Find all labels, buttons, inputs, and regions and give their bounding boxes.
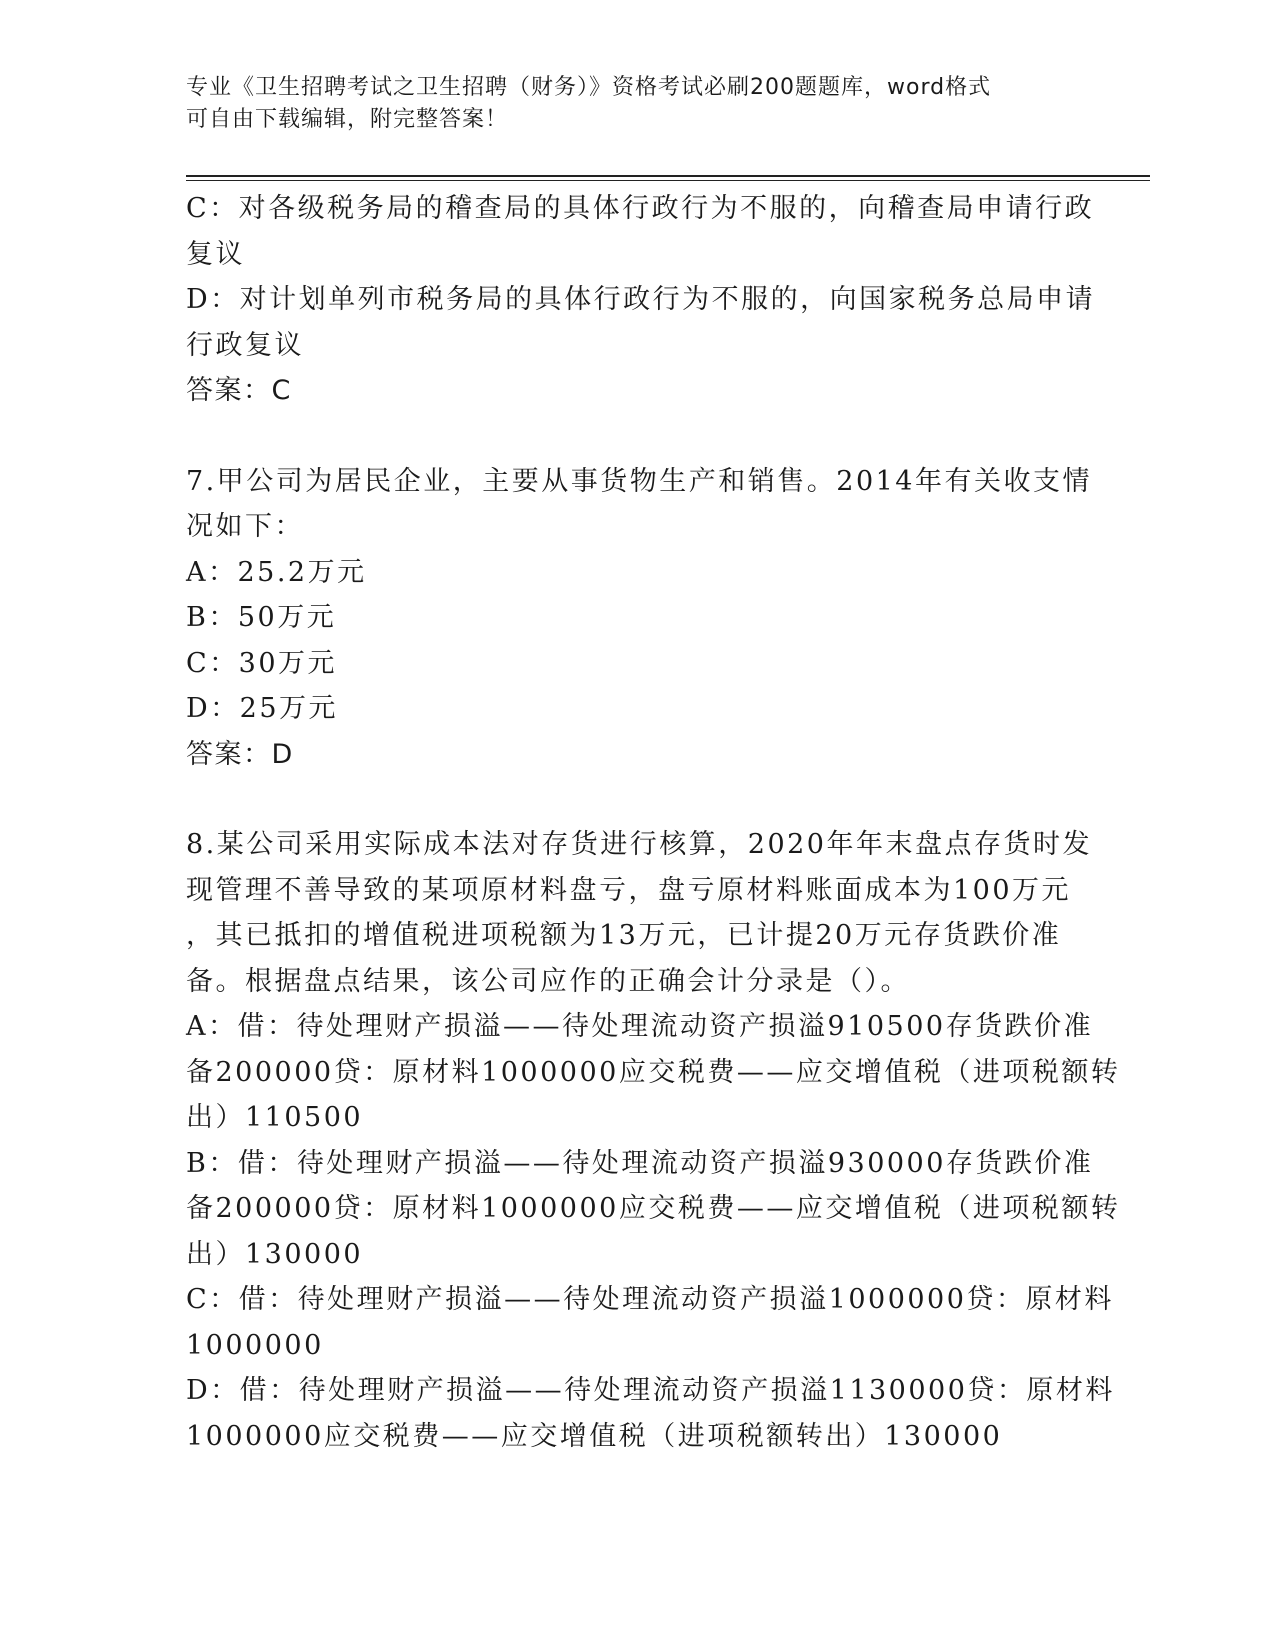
answer-line: 答案：D <box>186 738 294 770</box>
option-c-line-2: 1000000 <box>186 1329 324 1361</box>
spacer <box>186 414 1066 459</box>
option-a-line-3: 出）110500 <box>186 1102 364 1133</box>
question-stem-line-1: 8.某公司采用实际成本法对存货进行核算，2020年年末盘点存货时发 <box>186 829 1092 860</box>
option-b-line-2: 备200000贷：原材料1000000应交税费——应交增值税（进项税额转 <box>186 1193 1121 1224</box>
question-stem-line-4: 备。根据盘点结果，该公司应作的正确会计分录是（）。 <box>186 965 910 997</box>
option-b-line-1: B：借：待处理财产损溢——待处理流动资产损溢930000存货跌价准 <box>186 1147 1094 1179</box>
option-d-line-2: 1000000应交税费——应交增值税（进项税额转出）130000 <box>186 1420 1003 1452</box>
option-a-line-2: 备200000贷：原材料1000000应交税费——应交增值税（进项税额转 <box>186 1056 1121 1088</box>
header-divider <box>186 175 1150 181</box>
header-title-line-2: 可自由下载编辑，附完整答案！ <box>186 107 509 132</box>
question-stem-line-2: 现管理不善导致的某项原材料盘亏，盘亏原材料账面成本为100万元 <box>186 874 1072 906</box>
option-d-line-1: D：对计划单列市税务局的具体行政行为不服的，向国家税务总局申请 <box>186 284 1096 315</box>
question-8 <box>186 822 1121 1459</box>
option-b-line-3: 出）130000 <box>186 1238 364 1270</box>
option-c-line-2: 复议 <box>186 238 245 270</box>
option-c-line-1: C：借：待处理财产损溢——待处理流动资产损溢1000000贷：原材料 <box>186 1284 1114 1315</box>
option-a-line-1: A：借：待处理财产损溢——待处理流动资产损溢910500存货跌价准 <box>186 1011 1094 1042</box>
option-d-line-1: D：借：待处理财产损溢——待处理流动资产损溢1130000贷：原材料 <box>186 1375 1115 1406</box>
question-7 <box>186 459 1092 778</box>
option-d: D：25万元 <box>186 693 339 724</box>
option-d-line-2: 行政复议 <box>186 329 304 361</box>
answer-line: 答案：C <box>186 375 292 406</box>
spacer <box>186 777 1066 822</box>
question-stem-line-2: 况如下： <box>186 511 304 542</box>
option-c: C：30万元 <box>186 647 338 679</box>
question-stem-line-1: 7.甲公司为居民企业，主要从事货物生产和销售。2014年有关收支情 <box>186 465 1092 497</box>
question-stem-line-3: ，其已抵扣的增值税进项税额为13万元，已计提20万元存货跌价准 <box>186 920 1062 951</box>
option-c-line-1: C：对各级税务局的稽查局的具体行政行为不服的，向稽查局申请行政 <box>186 193 1095 224</box>
option-a: A：25.2万元 <box>186 556 367 588</box>
question-6-tail <box>186 186 1096 414</box>
option-b: B：50万元 <box>186 602 337 633</box>
page-header <box>186 72 1056 136</box>
header-title-line-1: 专业《卫生招聘考试之卫生招聘（财务）》资格考试必刷200题题库，word格式 <box>186 75 992 100</box>
document-body <box>186 186 1121 1459</box>
